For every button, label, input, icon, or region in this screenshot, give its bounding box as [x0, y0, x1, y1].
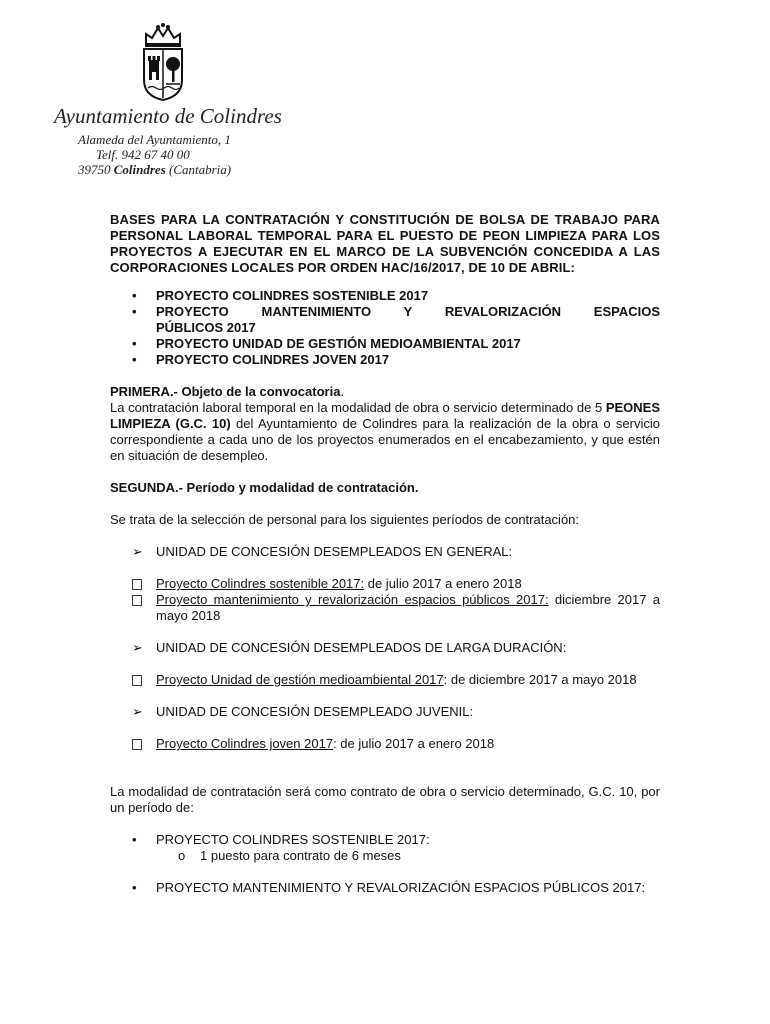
- list-item: • PROYECTO MANTENIMIENTO Y REVALORIZACIÓN ESPACIOS: [110, 304, 660, 320]
- project-name: Proyecto mantenimiento y revalorización espacios públicos 2017:: [156, 592, 549, 607]
- period-item: [110, 672, 660, 688]
- unit-heading: ➢ UNIDAD DE CONCESIÓN DESEMPLEADO JUVENIL:: [110, 704, 660, 720]
- duration-list: [110, 832, 660, 896]
- period-item: [110, 576, 660, 592]
- section-heading: [110, 384, 660, 400]
- section-segunda: [110, 480, 660, 896]
- document-body: [110, 212, 660, 896]
- section-title: SEGUNDA.- Período y modalidad de contratación.: [110, 480, 419, 495]
- document-title: BASES PARA LA CONTRATACIÓN Y CONSTITUCIÓN DE BOLSA DE TRABAJO PARA PERSONAL LABORAL TEMPORAL PARA EL PUESTO DE PEON LIMPIEZA PARA LOS PROYECTOS A EJECUTAR EN EL MARCO DE LA SUBVENCIÓN CONCEDIDA A LAS CORPORACIONES LOCALES POR ORDEN HAC/16/2017, DE 10 DE ABRIL:: [110, 212, 660, 275]
- period-item: [110, 592, 660, 624]
- section-title: PRIMERA.- Objeto de la convocatoria: [110, 384, 341, 399]
- modalidad-paragraph: La modalidad de contratación será como contrato de obra o servicio determinado, G.C. 10, por un período de:: [110, 784, 660, 815]
- list-item-text: PÚBLICOS 2017: [156, 320, 256, 335]
- town-name: Ayuntamiento de Colindres: [54, 104, 282, 128]
- unit-heading: ➢ UNIDAD DE CONCESIÓN DESEMPLEADOS EN GENERAL:: [110, 544, 660, 560]
- section-primera: [110, 384, 660, 464]
- address-postal-line: [78, 162, 231, 178]
- list-item: [110, 832, 660, 864]
- letterhead: [50, 18, 310, 177]
- sub-list-item: o 1 puesto para contrato de 6 meses: [110, 848, 660, 864]
- project-name: Proyecto Colindres sostenible 2017:: [156, 576, 365, 591]
- project-list: [110, 288, 660, 368]
- period-text: de julio 2017 a enero 2018: [364, 576, 522, 591]
- section-paragraph: [110, 400, 660, 464]
- list-item: • PROYECTO UNIDAD DE GESTIÓN MEDIOAMBIENTAL 2017: [110, 336, 660, 352]
- project-name: Proyecto Unidad de gestión medioambiental 2017: [156, 672, 444, 687]
- paragraph-text: del Ayuntamiento de Colindres para la realización de la obra o servicio correspondiente a cada uno de los proyectos enumerados en el encabezamiento, y que estén en situación de desempleo.: [110, 416, 660, 463]
- city-name: Colindres: [113, 162, 166, 177]
- project-name: Proyecto Colindres joven 2017: [156, 736, 334, 751]
- address-phone: Telf. 942 67 40 00: [96, 147, 190, 162]
- period-text: diciembre 2017 a mayo 2018: [156, 592, 661, 623]
- list-item-text: • PROYECTO COLINDRES SOSTENIBLE 2017:: [156, 832, 430, 847]
- postal-code: 39750: [78, 162, 111, 177]
- unit-heading: ➢ UNIDAD DE CONCESIÓN DESEMPLEADOS DE LARGA DURACIÓN:: [110, 640, 660, 656]
- period-text: : de julio 2017 a enero 2018: [333, 736, 495, 751]
- list-item: • PROYECTO COLINDRES SOSTENIBLE 2017: [110, 288, 660, 304]
- section-intro: Se trata de la selección de personal para los siguientes períodos de contratación:: [110, 512, 580, 527]
- address-line: Alameda del Ayuntamiento, 1: [78, 132, 231, 147]
- paragraph-bold-text: PEONES LIMPIEZA (G.C. 10): [110, 400, 660, 431]
- period-text: : de diciembre 2017 a mayo 2018: [443, 672, 637, 687]
- list-item-continuation: [110, 320, 660, 336]
- period-item: [110, 736, 660, 752]
- region-name: (Cantabria): [169, 162, 232, 177]
- list-item: • PROYECTO MANTENIMIENTO Y REVALORIZACIÓN ESPACIOS PÚBLICOS 2017:: [110, 880, 660, 896]
- list-item: • PROYECTO COLINDRES JOVEN 2017: [110, 352, 660, 368]
- paragraph-text: La contratación laboral temporal en la modalidad de obra o servicio determinado de 5: [110, 400, 606, 415]
- municipal-coat-of-arms-icon: [138, 22, 188, 102]
- punctuation: .: [340, 384, 345, 399]
